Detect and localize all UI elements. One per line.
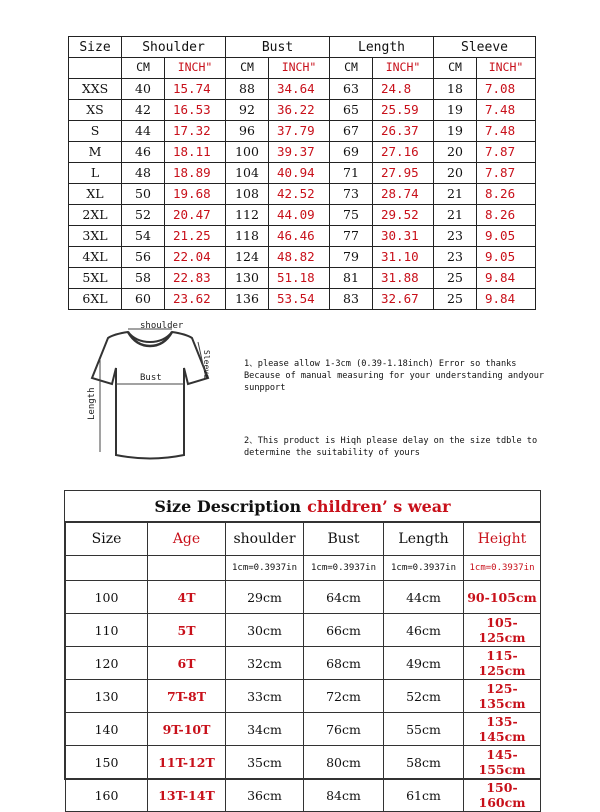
note-1-line-3: sunpport	[244, 383, 286, 393]
kids-unit-note: 1cm=0.3937in	[384, 556, 464, 581]
adult-table-row	[69, 226, 536, 247]
cell-bust-inch: 53.54	[269, 289, 330, 310]
kids-cell-shoulder: 29cm	[226, 581, 304, 614]
cell-sleeve-cm: 20	[434, 142, 477, 163]
kids-table-row	[66, 647, 541, 680]
cell-length-cm: 63	[330, 79, 373, 100]
kids-cell-age: 13T-14T	[148, 779, 226, 812]
cell-length-inch: 28.74	[373, 184, 434, 205]
kids-table-row	[66, 713, 541, 746]
cell-bust-cm: 124	[226, 247, 269, 268]
unit-cm: CM	[226, 58, 269, 79]
cell-length-cm: 77	[330, 226, 373, 247]
kids-cell-age: 6T	[148, 647, 226, 680]
cell-sleeve-inch: 7.48	[477, 121, 536, 142]
cell-shoulder-cm: 54	[122, 226, 165, 247]
cell-sleeve-inch: 9.05	[477, 247, 536, 268]
kids-unit-note: 1cm=0.3937in	[304, 556, 384, 581]
kids-cell-size: 110	[66, 614, 148, 647]
kids-header-size: Size	[66, 523, 148, 556]
kids-cell-size: 120	[66, 647, 148, 680]
cell-bust-inch: 46.46	[269, 226, 330, 247]
cell-length-cm: 83	[330, 289, 373, 310]
cell-sleeve-cm: 23	[434, 226, 477, 247]
kids-cell-shoulder: 36cm	[226, 779, 304, 812]
unit-cm: CM	[330, 58, 373, 79]
cell-sleeve-cm: 25	[434, 289, 477, 310]
cell-length-inch: 24.8	[373, 79, 434, 100]
kids-table-row	[66, 614, 541, 647]
cell-shoulder-inch: 21.25	[165, 226, 226, 247]
cell-length-cm: 75	[330, 205, 373, 226]
kids-cell-age: 11T-12T	[148, 746, 226, 779]
cell-sleeve-cm: 21	[434, 184, 477, 205]
kids-cell-shoulder: 34cm	[226, 713, 304, 746]
kids-table-row	[66, 680, 541, 713]
cell-shoulder-inch: 19.68	[165, 184, 226, 205]
kids-cell-bust: 64cm	[304, 581, 384, 614]
kids-header-age: Age	[148, 523, 226, 556]
cell-shoulder-inch: 18.11	[165, 142, 226, 163]
note-1-line-1: 1、please allow 1-3cm (0.39-1.18inch) Error so thanks	[244, 359, 517, 369]
adult-table-row	[69, 79, 536, 100]
cell-bust-inch: 39.37	[269, 142, 330, 163]
cell-bust-inch: 51.18	[269, 268, 330, 289]
adult-table-row	[69, 142, 536, 163]
adult-table-row	[69, 121, 536, 142]
cell-sleeve-cm: 25	[434, 268, 477, 289]
kids-size-table-box	[64, 490, 541, 810]
kids-unit-blank	[66, 556, 148, 581]
unit-blank	[69, 58, 122, 79]
cell-shoulder-cm: 46	[122, 142, 165, 163]
cell-shoulder-inch: 15.74	[165, 79, 226, 100]
kids-table-row	[66, 581, 541, 614]
cell-sleeve-inch: 8.26	[477, 205, 536, 226]
kids-cell-length: 46cm	[384, 614, 464, 647]
kids-cell-height: 150-160cm	[464, 779, 541, 812]
kids-cell-size: 130	[66, 680, 148, 713]
adult-size-table	[68, 36, 536, 310]
kids-table-header-row	[66, 523, 541, 556]
kids-unit-note: 1cm=0.3937in	[464, 556, 541, 581]
kids-cell-height: 125-135cm	[464, 680, 541, 713]
cell-sleeve-cm: 18	[434, 79, 477, 100]
cell-length-inch: 31.10	[373, 247, 434, 268]
kids-cell-age: 7T-8T	[148, 680, 226, 713]
cell-size: 5XL	[69, 268, 122, 289]
cell-shoulder-inch: 20.47	[165, 205, 226, 226]
kids-cell-age: 4T	[148, 581, 226, 614]
header-length: Length	[330, 37, 434, 58]
kids-cell-size: 100	[66, 581, 148, 614]
tshirt-measurement-diagram	[80, 320, 220, 470]
cell-sleeve-cm: 21	[434, 205, 477, 226]
kids-cell-height: 115-125cm	[464, 647, 541, 680]
kids-cell-age: 5T	[148, 614, 226, 647]
kids-cell-bust: 66cm	[304, 614, 384, 647]
cell-shoulder-inch: 22.04	[165, 247, 226, 268]
cell-shoulder-cm: 58	[122, 268, 165, 289]
cell-size: 4XL	[69, 247, 122, 268]
cell-length-cm: 65	[330, 100, 373, 121]
cell-sleeve-inch: 8.26	[477, 184, 536, 205]
kids-cell-bust: 76cm	[304, 713, 384, 746]
kids-table-row	[66, 746, 541, 779]
cell-length-cm: 71	[330, 163, 373, 184]
unit-inch: INCH"	[269, 58, 330, 79]
cell-sleeve-cm: 19	[434, 100, 477, 121]
note-2-line-1: 2、This product is Hiqh please delay on the size tdble to	[244, 436, 538, 446]
kids-cell-size: 160	[66, 779, 148, 812]
kids-table-title	[65, 491, 540, 522]
adult-table-row	[69, 268, 536, 289]
header-sleeve: Sleeve	[434, 37, 536, 58]
header-size: Size	[69, 37, 122, 58]
kids-cell-height: 90-105cm	[464, 581, 541, 614]
kids-cell-shoulder: 32cm	[226, 647, 304, 680]
adult-table-row	[69, 184, 536, 205]
note-2	[244, 435, 537, 459]
cell-bust-inch: 40.94	[269, 163, 330, 184]
cell-length-cm: 81	[330, 268, 373, 289]
cell-bust-inch: 37.79	[269, 121, 330, 142]
kids-title-text: Size Description	[154, 496, 302, 516]
kids-cell-bust: 72cm	[304, 680, 384, 713]
kids-cell-height: 145-155cm	[464, 746, 541, 779]
tshirt-outline	[92, 332, 208, 459]
kids-cell-height: 135-145cm	[464, 713, 541, 746]
cell-length-inch: 29.52	[373, 205, 434, 226]
cell-bust-inch: 42.52	[269, 184, 330, 205]
kids-cell-length: 49cm	[384, 647, 464, 680]
cell-shoulder-cm: 60	[122, 289, 165, 310]
cell-bust-cm: 92	[226, 100, 269, 121]
cell-shoulder-cm: 50	[122, 184, 165, 205]
cell-size: M	[69, 142, 122, 163]
cell-sleeve-cm: 23	[434, 247, 477, 268]
kids-cell-bust: 84cm	[304, 779, 384, 812]
cell-length-cm: 79	[330, 247, 373, 268]
kids-table-row	[66, 779, 541, 812]
cell-shoulder-inch: 17.32	[165, 121, 226, 142]
cell-sleeve-inch: 9.84	[477, 268, 536, 289]
cell-bust-inch: 36.22	[269, 100, 330, 121]
label-shoulder: shoulder	[140, 321, 184, 331]
cell-shoulder-inch: 23.62	[165, 289, 226, 310]
kids-cell-bust: 68cm	[304, 647, 384, 680]
adult-table-row	[69, 163, 536, 184]
label-length: Length	[87, 387, 97, 420]
cell-size: L	[69, 163, 122, 184]
kids-unit-blank	[148, 556, 226, 581]
cell-shoulder-inch: 18.89	[165, 163, 226, 184]
adult-table-row	[69, 100, 536, 121]
cell-bust-cm: 112	[226, 205, 269, 226]
kids-cell-length: 55cm	[384, 713, 464, 746]
cell-length-inch: 26.37	[373, 121, 434, 142]
cell-bust-inch: 44.09	[269, 205, 330, 226]
kids-header-length: Length	[384, 523, 464, 556]
cell-shoulder-cm: 48	[122, 163, 165, 184]
kids-header-bust: Bust	[304, 523, 384, 556]
cell-shoulder-cm: 40	[122, 79, 165, 100]
kids-unit-note: 1cm=0.3937in	[226, 556, 304, 581]
cell-size: S	[69, 121, 122, 142]
cell-length-inch: 30.31	[373, 226, 434, 247]
cell-size: 3XL	[69, 226, 122, 247]
kids-header-shoulder: shoulder	[226, 523, 304, 556]
cell-bust-cm: 104	[226, 163, 269, 184]
adult-table-row	[69, 205, 536, 226]
kids-cell-size: 140	[66, 713, 148, 746]
unit-inch: INCH"	[165, 58, 226, 79]
cell-length-cm: 69	[330, 142, 373, 163]
cell-length-inch: 27.95	[373, 163, 434, 184]
kids-cell-shoulder: 35cm	[226, 746, 304, 779]
kids-header-height: Height	[464, 523, 541, 556]
unit-cm: CM	[434, 58, 477, 79]
cell-bust-cm: 118	[226, 226, 269, 247]
cell-length-inch: 31.88	[373, 268, 434, 289]
kids-table-unit-row	[66, 556, 541, 581]
kids-cell-size: 150	[66, 746, 148, 779]
kids-cell-shoulder: 33cm	[226, 680, 304, 713]
kids-cell-length: 44cm	[384, 581, 464, 614]
label-bust: Bust	[140, 373, 162, 383]
kids-cell-length: 52cm	[384, 680, 464, 713]
kids-cell-length: 58cm	[384, 746, 464, 779]
unit-cm: CM	[122, 58, 165, 79]
cell-bust-cm: 88	[226, 79, 269, 100]
cell-length-inch: 27.16	[373, 142, 434, 163]
cell-length-inch: 25.59	[373, 100, 434, 121]
cell-bust-inch: 34.64	[269, 79, 330, 100]
adult-table-header-row	[69, 37, 536, 58]
cell-bust-cm: 130	[226, 268, 269, 289]
cell-length-cm: 67	[330, 121, 373, 142]
cell-sleeve-inch: 7.87	[477, 142, 536, 163]
kids-cell-age: 9T-10T	[148, 713, 226, 746]
cell-bust-cm: 96	[226, 121, 269, 142]
cell-shoulder-cm: 42	[122, 100, 165, 121]
adult-table-unit-row	[69, 58, 536, 79]
header-shoulder: Shoulder	[122, 37, 226, 58]
cell-size: XXS	[69, 79, 122, 100]
kids-cell-bust: 80cm	[304, 746, 384, 779]
unit-inch: INCH"	[373, 58, 434, 79]
cell-sleeve-inch: 7.08	[477, 79, 536, 100]
cell-bust-cm: 100	[226, 142, 269, 163]
cell-length-cm: 73	[330, 184, 373, 205]
kids-cell-shoulder: 30cm	[226, 614, 304, 647]
cell-size: 6XL	[69, 289, 122, 310]
note-2-line-2: determine the suitability of yours	[244, 448, 420, 458]
cell-shoulder-inch: 22.83	[165, 268, 226, 289]
header-bust: Bust	[226, 37, 330, 58]
cell-sleeve-inch: 9.05	[477, 226, 536, 247]
kids-cell-height: 105-125cm	[464, 614, 541, 647]
adult-table-row	[69, 289, 536, 310]
unit-inch: INCH"	[477, 58, 536, 79]
cell-sleeve-cm: 19	[434, 121, 477, 142]
cell-shoulder-cm: 44	[122, 121, 165, 142]
cell-size: XS	[69, 100, 122, 121]
cell-size: XL	[69, 184, 122, 205]
cell-sleeve-inch: 7.87	[477, 163, 536, 184]
cell-bust-cm: 136	[226, 289, 269, 310]
kids-size-table	[65, 522, 541, 812]
kids-title-red: children’ s wear	[307, 496, 451, 516]
cell-shoulder-cm: 52	[122, 205, 165, 226]
cell-sleeve-inch: 7.48	[477, 100, 536, 121]
label-sleeve: Sleeve	[202, 350, 211, 379]
cell-bust-cm: 108	[226, 184, 269, 205]
note-1	[244, 358, 544, 394]
cell-shoulder-inch: 16.53	[165, 100, 226, 121]
note-1-line-2: Because of manual measuring for your understanding andyour	[244, 371, 545, 381]
cell-bust-inch: 48.82	[269, 247, 330, 268]
cell-shoulder-cm: 56	[122, 247, 165, 268]
cell-length-inch: 32.67	[373, 289, 434, 310]
kids-cell-length: 61cm	[384, 779, 464, 812]
cell-sleeve-cm: 20	[434, 163, 477, 184]
cell-sleeve-inch: 9.84	[477, 289, 536, 310]
cell-size: 2XL	[69, 205, 122, 226]
adult-table-row	[69, 247, 536, 268]
